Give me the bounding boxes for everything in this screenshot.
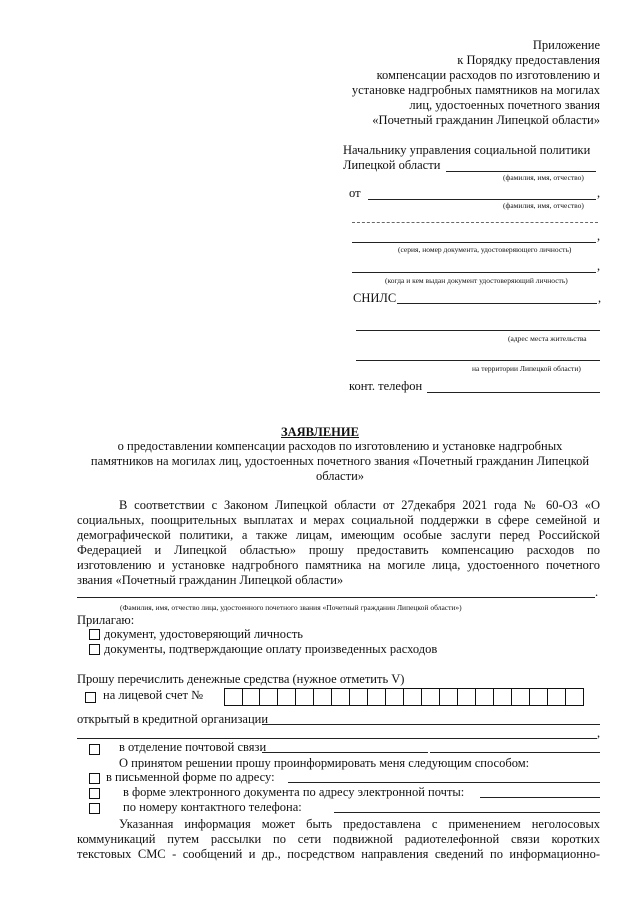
period: . — [595, 585, 599, 599]
appendix-header — [300, 38, 600, 128]
document-title: ЗАЯВЛЕНИЕ — [281, 425, 359, 439]
post-field[interactable] — [262, 752, 428, 753]
account-digit-cell[interactable] — [440, 688, 458, 706]
subtitle-line: области» — [315, 469, 365, 483]
appendix-line: Приложение — [532, 38, 600, 52]
hint-issued: (когда и кем выдан документ удостоверяющий личность) — [385, 276, 568, 285]
main-paragraph — [77, 498, 600, 588]
account-digit-cell[interactable] — [512, 688, 530, 706]
subtitle-line: памятников на могилах лиц, удостоенных почетного звания «Почетный гражданин Липецкой — [90, 454, 590, 468]
account-digit-cell[interactable] — [314, 688, 332, 706]
inform-checkbox-2[interactable] — [89, 788, 100, 799]
doc-series-field[interactable] — [352, 242, 596, 243]
address-field-2[interactable] — [356, 360, 600, 361]
inform-checkbox-1[interactable] — [89, 773, 100, 784]
paragraph-line: В соответствии с Законом Липецкой области от 27декабря 2021 года № 60-ОЗ «О — [119, 498, 600, 512]
appendix-line: к Порядку предоставления — [457, 53, 600, 67]
final-line: коммуникаций путем рассылки по сети подвижной радиотелефонной связи коротких — [77, 832, 600, 846]
account-digit-cell[interactable] — [386, 688, 404, 706]
addressee-line-2: Липецкой области — [343, 158, 441, 172]
comma: , — [597, 259, 601, 273]
account-digit-cell[interactable] — [332, 688, 350, 706]
bank-label: открытый в кредитной организации — [77, 712, 269, 726]
appendix-line: лиц, удостоенных почетного звания — [409, 98, 600, 112]
account-digit-cell[interactable] — [296, 688, 314, 706]
account-digit-cell[interactable] — [548, 688, 566, 706]
fio-recipient-field[interactable] — [446, 171, 596, 172]
final-line: текстовых СМС - сообщений и др., посредством направления сведений по информационно- — [77, 847, 600, 861]
account-digit-cell[interactable] — [242, 688, 260, 706]
appendix-line: «Почетный гражданин Липецкой области» — [372, 113, 600, 127]
snils-label: СНИЛС — [353, 291, 397, 305]
hint-address: (адрес места жительства — [508, 334, 587, 343]
paragraph-line: звания «Почетный гражданин Липецкой области» — [77, 573, 344, 587]
account-digit-cell[interactable] — [566, 688, 584, 706]
attach-checkbox-2[interactable] — [89, 644, 100, 655]
address-field[interactable] — [356, 330, 600, 331]
deceased-fio-field[interactable] — [77, 597, 595, 598]
comma: , — [597, 726, 601, 740]
attach-checkbox-1[interactable] — [89, 629, 100, 640]
inform-address-field[interactable] — [288, 782, 600, 783]
attach-item-2: документы, подтверждающие оплату произведенных расходов — [104, 642, 438, 656]
account-digit-cell[interactable] — [260, 688, 278, 706]
account-digit-cell[interactable] — [224, 688, 243, 706]
from-label: от — [349, 186, 361, 200]
doc-issued-field[interactable] — [352, 272, 596, 273]
account-checkbox[interactable] — [85, 692, 96, 703]
account-digit-cell[interactable] — [278, 688, 296, 706]
account-label: на лицевой счет № — [103, 688, 204, 702]
attach-label: Прилагаю: — [77, 613, 135, 627]
comma: , — [597, 229, 601, 243]
inform-checkbox-3[interactable] — [89, 803, 100, 814]
phone-field[interactable] — [427, 392, 600, 393]
hint-territory: на территории Липецкой области) — [472, 364, 581, 373]
appendix-line: компенсации расходов по изготовлению и — [376, 68, 600, 82]
hint-doc: (серия, номер документа, удостоверяющего личность) — [398, 245, 572, 254]
bank-field[interactable] — [262, 724, 600, 725]
attach-item-1: документ, удостоверяющий личность — [104, 627, 304, 641]
inform-item-3: по номеру контактного телефона: — [123, 800, 302, 814]
comma: , — [598, 291, 602, 305]
addressee-line-1: Начальнику управления социальной политики — [343, 143, 591, 157]
account-digit-cell[interactable] — [458, 688, 476, 706]
fio-applicant-field[interactable] — [368, 199, 596, 200]
final-paragraph — [77, 817, 600, 862]
inform-email-field[interactable] — [480, 797, 600, 798]
hint-deceased: (Фамилия, имя, отчество лица, удостоенного почетного звания «Почетный гражданин Липецкой области») — [120, 603, 462, 612]
document-subtitle — [60, 439, 620, 484]
account-digit-cell[interactable] — [350, 688, 368, 706]
transfer-label: Прошу перечислить денежные средства (нужное отметить V) — [77, 672, 405, 686]
post-label: в отделение почтовой связи — [119, 740, 267, 754]
subtitle-line: о предоставлении компенсации расходов по изготовлению и установке надгробных — [117, 439, 563, 453]
paragraph-line: Федерацией и Липецкой областью» прошу предоставить компенсацию расходов по — [77, 543, 600, 557]
account-digit-cell[interactable] — [422, 688, 440, 706]
hint-fio-applicant: (фамилия, имя, отчество) — [503, 201, 584, 210]
account-number-cells[interactable] — [224, 688, 599, 706]
phone-label: конт. телефон — [349, 379, 423, 393]
post-field-2[interactable] — [430, 752, 600, 753]
bank-field-2[interactable] — [77, 738, 597, 739]
paragraph-line: социальных, поощрительных выплатах и мерах социальной поддержки в сфере семейной и — [77, 513, 600, 527]
appendix-line: установке надгробных памятников на могилах — [351, 83, 600, 97]
inform-phone-field[interactable] — [334, 812, 600, 813]
snils-field[interactable] — [397, 303, 597, 304]
account-digit-cell[interactable] — [368, 688, 386, 706]
inform-label: О принятом решении прошу проинформировать меня следующим способом: — [119, 756, 530, 770]
account-digit-cell[interactable] — [494, 688, 512, 706]
post-checkbox[interactable] — [89, 744, 100, 755]
account-digit-cell[interactable] — [404, 688, 422, 706]
comma: , — [597, 186, 601, 200]
paragraph-line: демографической политики, а также лицам, имеющим особые заслуги перед Российской — [77, 528, 600, 542]
final-line: Указанная информация может быть предоставлена с применением неголосовых — [119, 817, 600, 831]
account-digit-cell[interactable] — [476, 688, 494, 706]
account-digit-cell[interactable] — [530, 688, 548, 706]
paragraph-line: изготовлению и установке надгробного памятника на могиле лица, удостоенного почетного — [77, 558, 600, 572]
extra-line[interactable] — [352, 222, 598, 223]
inform-item-2: в форме электронного документа по адресу электронной почты: — [123, 785, 465, 799]
inform-item-1: в письменной форме по адресу: — [106, 770, 275, 784]
hint-fio-recipient: (фамилия, имя, отчество) — [503, 173, 584, 182]
